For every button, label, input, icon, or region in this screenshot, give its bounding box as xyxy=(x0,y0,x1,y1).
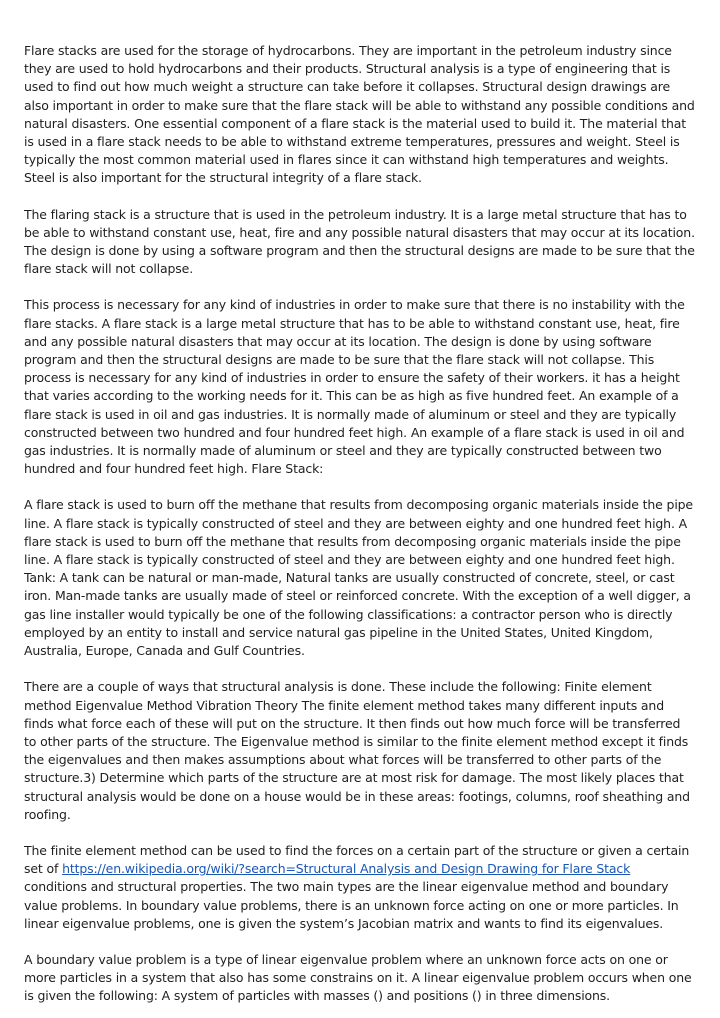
paragraph-5: There are a couple of ways that structural analysis is done. These include the following: Finite element method Eigenvalue Method Vibration Theory The finite element method takes many different inputs and finds what force each of these will put on the structure. It then finds out how much force will be transferred to other parts of the structure. The Eigenvalue method is similar to the finite element method except it finds the eigenvalues and then makes assumptions about what forces will be transferred to other parts of the structure.3) Determine which parts of the structure are at most risk for damage. The most likely places that structural analysis would be done on a house would be in these areas: footings, columns, roof sheathing and roofing. xyxy=(24,679,690,822)
paragraph-3: This process is necessary for any kind of industries in order to make sure that there is no instability with the flare stacks. A flare stack is a large metal structure that has to be able to withstand constant use, heat, fire and any possible natural disasters that may occur at its location. The design is done by using software program and then the structural designs are made to be sure that the flare stack will not collapse. This process is necessary for any kind of industries in order to ensure the safety of their workers. it has a height that varies according to the working needs for it. This can be as high as five hundred feet. An example of a flare stack is used in oil and gas industries. It is normally made of aluminum or steel and they are typically constructed between two hundred and four hundred feet high. An example of a flare stack is used in oil and gas industries. It is normally made of aluminum or steel and they are typically constructed between two hundred and four hundred feet high. Flare Stack: xyxy=(24,297,685,477)
wikipedia-search-link[interactable]: https://en.wikipedia.org/wiki/?search=Structural Analysis and Design Drawing for Flare Stack xyxy=(62,861,631,877)
paragraph-6-text-before: The finite element method can be used to find the forces on a certain part of the structure or given a certain set of xyxy=(24,842,690,877)
paragraph-4: A flare stack is used to burn off the methane that results from decomposing organic materials inside the pipe line. A flare stack is typically constructed of steel and they are between eighty and one hundred feet high. A flare stack is used to burn off the methane that results from decomposing organic materials inside the pipe line. A flare stack is typically constructed of steel and they are between eighty and one hundred feet high. Tank: A tank can be natural or man-made, Natural tanks are usually constructed of concrete, steel, or cast iron. Man-made tanks are usually made of steel or reinforced concrete. With the exception of a well digger, a gas line installer would typically be one of the following classifications: a contractor person who is directly employed by an entity to install and service natural gas pipeline in the United States, United Kingdom, Australia, Europe, Canada and Gulf Countries. xyxy=(24,497,693,659)
paragraph-6 xyxy=(24,842,696,933)
paragraph-7: A boundary value problem is a type of linear eigenvalue problem where an unknown force acts on one or more particles in a system that also has some constrains on it. A linear eigenvalue problem occurs when one is given the following: A system of particles with masses () and positions () in three dimensions. xyxy=(24,951,692,1004)
paragraph-6-text-after: conditions and structural properties. The two main types are the linear eigenvalue method and boundary value problems. In boundary value problems, there is an unknown force acting on one or more particles. In linear eigenvalue problems, one is given the system’s Jacobian matrix and wants to find its eigenvalues. xyxy=(24,879,679,931)
paragraph-2: The flaring stack is a structure that is used in the petroleum industry. It is a large metal structure that has to be able to withstand constant use, heat, fire and any possible natural disasters that may occur at its location. The design is done by using a software program and then the structural designs are made to be sure that the flare stack will not collapse. xyxy=(24,206,695,277)
paragraph-1: Flare stacks are used for the storage of hydrocarbons. They are important in the petroleum industry since they are used to hold hydrocarbons and their products. Structural analysis is a type of engineering that is used to find out how much weight a structure can take before it collapses. Structural design drawings are also important in order to make sure that the flare stack will be able to withstand any possible conditions and natural disasters. One essential component of a flare stack is the material used to build it. The material that is used in a flare stack needs to be able to withstand extreme temperatures, pressures and weight. Steel is typically the most common material used in flares since it can withstand high temperatures and weights. Steel is also important for the structural integrity of a flare stack. xyxy=(24,43,695,186)
